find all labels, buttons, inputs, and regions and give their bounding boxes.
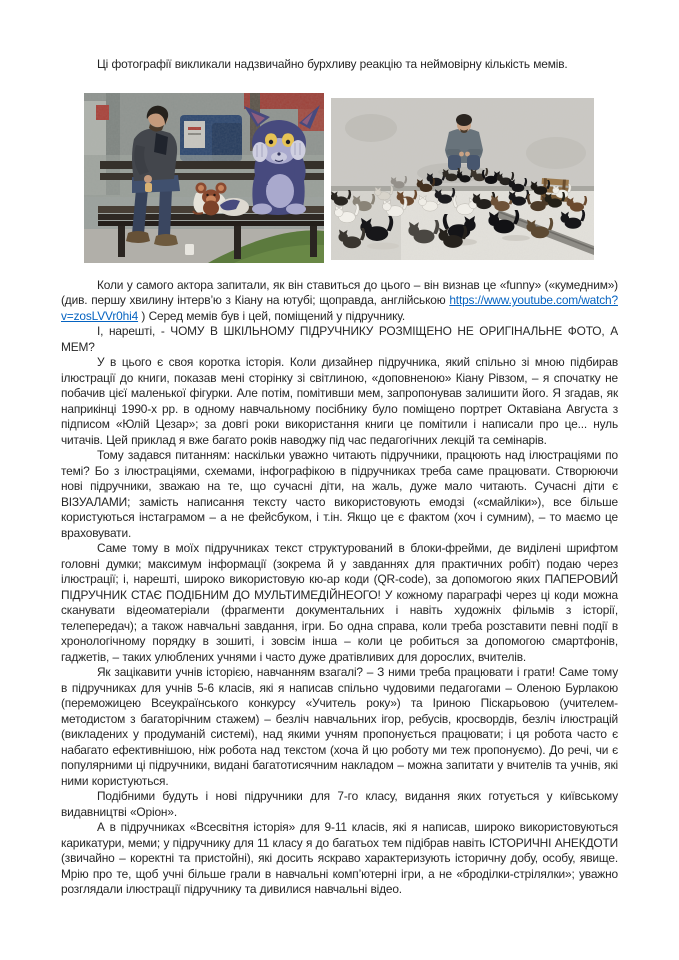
reaction-text-post: ) Серед мемів був і цей, поміщений у підручнику. [138,308,406,323]
question-paragraph: Тому задався питанням: наскільки уважно читають підручники, працюють над ілюстраціями по темі? Бо з ілюстраціями, схемами, інфографікою в підручниках треба саме працювати. Створюючи нові підручники, зважаю на те, що сучасні діти, на жаль, дуже мало читають. Сучасні діти є ВІЗУАЛАМИ; замість написання тексту часто використовують емодзі («смайліки»), все більше користуються інстаграмом – а не фейсбуком, і т.ін. Якщо це є фактом (хоч і сумним), – то маємо це враховувати. [61,448,618,540]
paper-cup [185,244,194,255]
world-history-paragraph: А в підручниках «Всесвітня історія» для 9-11 класів, які я написав, широко використовуються карикатури, меми; у підручнику для 11 класу я до багатьох тем підібрав навіть ІСТОРИЧНІ АНЕКДОТИ (звичайно – коректні та пристойні), які досить яскраво характеризують історичну добу, особу, явище. Мрію про те, щоб учні більше грали в навчальні комп’ютерні ігри, а не «броділки-стрілялки»; уважно розглядали ілюстрації підручнику та дивилися навчальні відео. [61,820,618,896]
youtube-link[interactable]: https://www.youtube.com/watch?v=zosLVVr0hi4 [61,293,618,323]
orion-paragraph: Подібними будуть і нові підручники для 7-го класу, видання яких готується у київському видавництві «Оріон». [61,789,618,819]
why-meme-heading: І, нарешті, - ЧОМУ В ШКІЛЬНОМУ ПІДРУЧНИКУ РОЗМІЩЕНО НЕ ОРИГІНАЛЬНЕ ФОТО, А МЕМ? [61,324,618,354]
sad-keanu-tom-jerry-photo [84,93,324,263]
actor-reaction-paragraph [61,278,618,325]
history-paragraph: У в цього є своя коротка історія. Коли дизайнер підручника, який спільно зі мною підбирав ілюстрації до книги, показав мені сторінку зі світлиною, «доповненою» Кіану Рівзом, – я спочатку не побачив цієї маленької фігурки. Але потім, помітивши мем, запропонував залишити його. Я згадав, як наприкінці 1990-х рр. в одному навчальному посібнику було поміщено портрет Октавіана Августа з підписом «Юлій Цезар»; за довгі роки використання книги це помітили і написали про це... нуль читачів. Цей приклад я вже багато років наводжу під час педагогічних лекцій та семінарів. [61,355,618,447]
engage-students-paragraph: Як зацікавити учнів історією, навчанням взагалі? – З ними треба працювати і грати! Саме тому в підручниках для учнів 5-6 класів, які я написав спільно чудовими педагогами – Оленою Бурлакою (переможицею Всеукраїнського конкурсу «Учитель року») та Іриною Піскарьовою (учителем-методистом з багаторічним стажем) – безліч навчальних ігор, ребусів, кросвордів, безліч ілюстрацій (викладених у продуманій системі), над якими учням пропонується працювати; і ця робота часто є набагато ефективнішою, ніж робота над текстом (хоча й цю роботу ми теж пропонуємо). До речі, чи є популярними ці підручники, видані багатотисячним накладом – можна запитати у вчителів та учнів, які ними користуються. [61,665,618,788]
meme-photos-row [84,93,618,263]
keanu-cats-photo [331,98,594,260]
intro-paragraph: Ці фотографії викликали надзвичайно бурхливу реакцію та неймовірну кількість мемів. [97,57,568,71]
blocks-qr-paragraph: Саме тому в моїх підручниках текст структурований в блоки-фрейми, де виділені шрифтом головні думки; максимум інформації (зокрема й у завданнях для практичних робіт) подаю через ілюстрації; і, нарешті, широко використовую кю-ар коди (QR-code), за допомогою яких ПАПЕРОВИЙ ПІДРУЧНИК СТАЄ ПОДІБНИМ ДО МУЛЬТИМЕДІЙНЕОГО! У кожному параграфі через ці коди можна сканувати відеоматеріали (фрагменти документальних і навіть художніх фільмів з історії, телепередач); а також навчальні завдання, ігри. Бо одна справа, коли треба розставити певні події в хронологічному порядку в зошиті, і зовсім інша – коли це робиться за допомогою смартфонів, гаджетів, – таких улюблених учнями і часто дуже дратівливих для дорослих, вчителів. [61,541,618,664]
reaction-text-pre: Коли у самого актора запитали, як він ставиться до цього – він визнав це «funny» («кумедним») (див. першу хвилину інтерв’ю з Кіану на ютубі; щоправда, англійською [61,277,618,307]
